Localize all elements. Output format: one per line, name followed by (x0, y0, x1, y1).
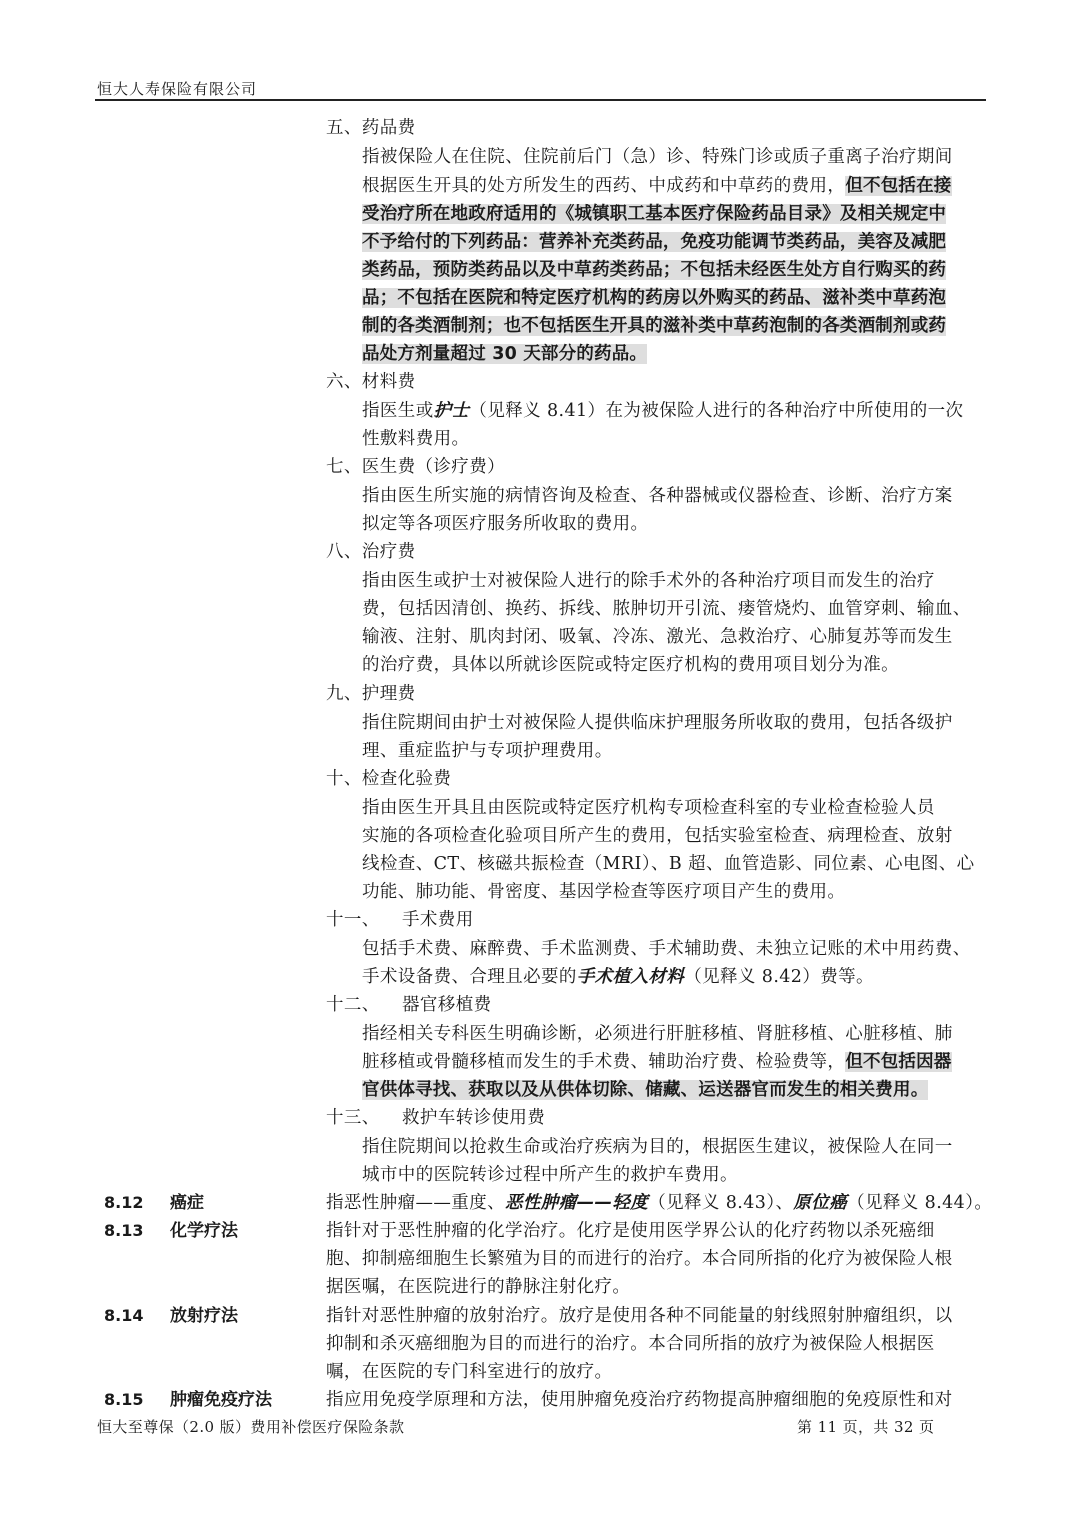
section-number: 十一、 (326, 910, 380, 930)
paragraph-line (362, 202, 946, 226)
highlighted-exclusion: 但不包括在接 (845, 176, 952, 196)
section-title-treatment: 八、治疗费 (326, 542, 416, 562)
paragraph-line (362, 230, 946, 254)
paragraph-line: 费，包括因清创、换药、拆线、脓肿切开引流、瘘管烧灼、血管穿刺、输血、 (362, 599, 971, 619)
definition-term: 化学疗法 (170, 1221, 238, 1241)
definition-text: 抑制和杀灭癌细胞为目的而进行的治疗。本合同所指的放疗为被保险人根据医 (326, 1334, 935, 1354)
section-title-materials: 六、材料费 (326, 372, 416, 392)
paragraph-line (362, 174, 952, 198)
defined-term: 手术植入材料 (576, 967, 685, 987)
section-title-ambulance (326, 1106, 545, 1130)
definition-number: 8.12 (104, 1193, 144, 1212)
text-run: 指医生或 (362, 401, 434, 421)
definition-text: 指针对于恶性肿瘤的化学治疗。化疗是使用医学界公认的化疗药物以杀死癌细 (326, 1221, 935, 1241)
paragraph-line: 指住院期间由护士对被保险人提供临床护理服务所收取的费用，包括各级护 (362, 713, 953, 733)
section-title-lab-tests: 十、检查化验费 (326, 769, 452, 789)
highlighted-exclusion: 官供体寻找、获取以及从供体切除、储藏、运送器官而发生的相关费用。 (362, 1080, 929, 1100)
section-title-surgery (326, 908, 474, 932)
paragraph-line: 输液、注射、肌肉封闭、吸氧、冷冻、激光、急救治疗、心肺复苏等而发生 (362, 627, 953, 647)
text-run: （见释义 8.43）、 (648, 1193, 794, 1213)
text-run: 手术设备费、合理且必要的 (362, 967, 577, 987)
section-title-nursing: 九、护理费 (326, 684, 416, 704)
text-run: （见释义 8.44）。 (847, 1193, 993, 1213)
section-label: 手术费用 (402, 910, 474, 930)
definition-number: 8.15 (104, 1390, 144, 1409)
paragraph-line: 城市中的医院转诊过程中所产生的救护车费用。 (362, 1165, 738, 1185)
text-run: 脏移植或骨髓移植而发生的手术费、辅助治疗费、检验费等， (362, 1052, 846, 1072)
section-number: 十三、 (326, 1108, 380, 1128)
header-divider (95, 99, 986, 101)
company-header: 恒大人寿保险有限公司 (97, 80, 258, 98)
highlighted-exclusion: 受治疗所在地政府适用的《城镇职工基本医疗保险药品目录》及相关规定中 (362, 204, 947, 224)
definition-term: 放射疗法 (170, 1306, 238, 1326)
paragraph-line: 指住院期间以抢救生命或治疗疾病为目的，根据医生建议，被保险人在同一 (362, 1137, 953, 1157)
paragraph-line: 实施的各项检查化验项目所产生的费用，包括实验室检查、病理检查、放射 (362, 826, 953, 846)
paragraph-line (362, 1050, 952, 1074)
paragraph-line (362, 1078, 928, 1102)
paragraph-line (362, 399, 963, 423)
definition-number: 8.14 (104, 1306, 144, 1325)
definition-number: 8.13 (104, 1221, 144, 1240)
paragraph-line: 理、重症监护与专项护理费用。 (362, 741, 613, 761)
paragraph-line: 指被保险人在住院、住院前后门（急）诊、特殊门诊或质子重离子治疗期间 (362, 147, 953, 167)
paragraph-line: 指由医生开具且由医院或特定医疗机构专项检查科室的专业检查检验人员 (362, 798, 935, 818)
definition-text: 据医嘱，在医院进行的静脉注射化疗。 (326, 1277, 631, 1297)
footer-page-number: 第 11 页，共 32 页 (797, 1418, 935, 1436)
section-label: 器官移植费 (402, 995, 492, 1015)
paragraph-line (362, 286, 946, 310)
highlighted-exclusion: 不予给付的下列药品：营养补充类药品，免疫功能调节类药品，美容及减肥 (362, 232, 947, 252)
text-run: 根据医生开具的处方所发生的西药、中成药和中草药的费用， (362, 176, 846, 196)
footer-document-title: 恒大至尊保（2.0 版）费用补偿医疗保险条款 (97, 1418, 405, 1436)
definition-term: 癌症 (170, 1193, 204, 1213)
section-title-medicine: 五、药品费 (326, 118, 416, 138)
paragraph-line: 指由医生或护士对被保险人进行的除手术外的各种治疗项目而发生的治疗 (362, 571, 935, 591)
paragraph-line: 性敷料费用。 (362, 429, 470, 449)
paragraph-line (362, 965, 874, 989)
paragraph-line: 线检查、CT、核磁共振检查（MRI）、B 超、血管造影、同位素、心电图、心 (362, 854, 975, 874)
paragraph-line: 拟定等各项医疗服务所收取的费用。 (362, 514, 649, 534)
paragraph-line: 指由医生所实施的病情咨询及检查、各种器械或仪器检查、诊断、治疗方案 (362, 486, 953, 506)
paragraph-line (362, 314, 946, 338)
highlighted-exclusion: 品处方剂量超过 30 天部分的药品。 (362, 344, 648, 364)
paragraph-line: 包括手术费、麻醉费、手术监测费、手术辅助费、未独立记账的术中用药费、 (362, 939, 971, 959)
definition-text: 嘱，在医院的专门科室进行的放疗。 (326, 1362, 613, 1382)
definition-text: 胞、抑制癌细胞生长繁殖为目的而进行的治疗。本合同所指的化疗为被保险人根 (326, 1249, 953, 1269)
definition-text (326, 1191, 992, 1215)
text-run: （见释义 8.42）费等。 (684, 967, 874, 987)
definition-term: 肿瘤免疫疗法 (170, 1390, 272, 1410)
highlighted-exclusion: 类药品，预防类药品以及中草药类药品；不包括未经医生处方自行购买的药 (362, 260, 947, 280)
text-run: （见释义 8.41）在为被保险人进行的各种治疗中所使用的一次 (469, 401, 964, 421)
highlighted-exclusion: 品；不包括在医院和特定医疗机构的药房以外购买的药品、滋补类中草药泡 (362, 288, 947, 308)
highlighted-exclusion: 但不包括因器 (845, 1052, 952, 1072)
defined-term: 原位癌 (793, 1193, 848, 1213)
section-title-organ-transplant (326, 993, 492, 1017)
definition-text: 指针对恶性肿瘤的放射治疗。放疗是使用各种不同能量的射线照射肿瘤组织，以 (326, 1306, 953, 1326)
paragraph-line (362, 342, 647, 366)
defined-term: 护士 (433, 401, 470, 421)
paragraph-line: 指经相关专科医生明确诊断，必须进行肝脏移植、肾脏移植、心脏移植、肺 (362, 1024, 953, 1044)
paragraph-line: 的治疗费，具体以所就诊医院或特定医疗机构的费用项目划分为准。 (362, 655, 899, 675)
section-title-doctor-fee: 七、医生费（诊疗费） (326, 457, 505, 477)
text-run: 指恶性肿瘤——重度、 (326, 1193, 505, 1213)
defined-term: 恶性肿瘤——轻度 (505, 1193, 649, 1213)
definition-text: 指应用免疫学原理和方法，使用肿瘤免疫治疗药物提高肿瘤细胞的免疫原性和对 (326, 1390, 953, 1410)
section-number: 十二、 (326, 995, 380, 1015)
highlighted-exclusion: 制的各类酒制剂；也不包括医生开具的滋补类中草药泡制的各类酒制剂或药 (362, 316, 947, 336)
paragraph-line (362, 258, 946, 282)
paragraph-line: 功能、肺功能、骨密度、基因学检查等医疗项目产生的费用。 (362, 882, 846, 902)
section-label: 救护车转诊使用费 (402, 1108, 546, 1128)
